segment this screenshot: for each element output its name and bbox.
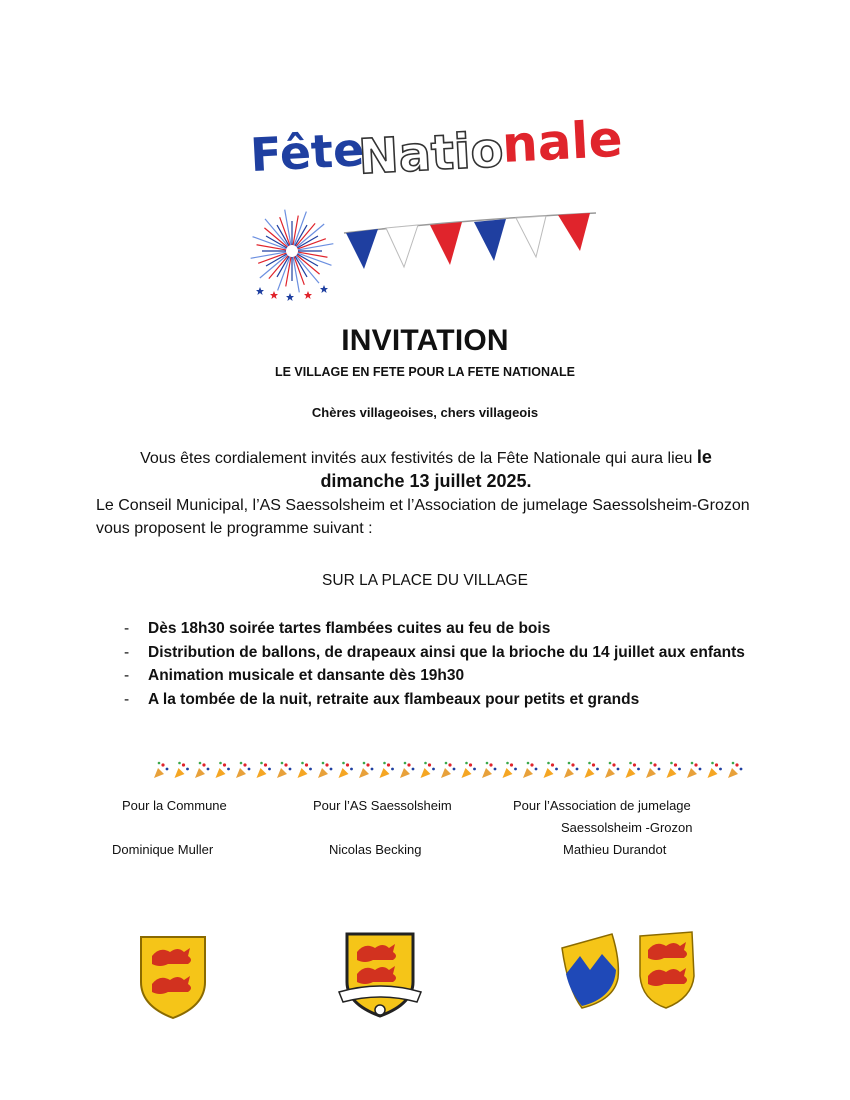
party-popper-icon	[687, 762, 701, 778]
party-popper-icon	[646, 762, 660, 778]
signature-role-commune: Pour la Commune	[122, 798, 227, 813]
commune-crest-icon	[138, 934, 208, 1020]
party-popper-icon	[216, 762, 230, 778]
party-popper-icon	[359, 762, 373, 778]
signature-role-as: Pour l’AS Saessolsheim	[313, 798, 452, 813]
party-popper-icon	[605, 762, 619, 778]
party-popper-row	[150, 760, 740, 780]
intro-line	[96, 446, 756, 494]
program-list	[120, 617, 760, 711]
party-popper-icon	[277, 762, 291, 778]
party-popper-icon	[175, 762, 189, 778]
party-popper-icon	[667, 762, 681, 778]
party-popper-icon	[523, 762, 537, 778]
party-popper-icon	[339, 762, 353, 778]
logo-word-natio: Natio	[357, 121, 505, 186]
list-item: - A la tombée de la nuit, retraite aux flambeaux pour petits et grands	[120, 688, 760, 712]
twinning-crests-icon	[558, 930, 700, 1010]
logo-word-fete: Fête	[248, 122, 366, 183]
bullet-dash: -	[124, 667, 130, 684]
party-popper-icon	[564, 762, 578, 778]
party-popper-icon	[257, 762, 271, 778]
party-popper-icon	[462, 762, 476, 778]
fete-nationale-logo	[240, 100, 624, 190]
party-popper-icon	[236, 762, 250, 778]
intro-text: Vous êtes cordialement invités aux festivités de la Fête Nationale qui aura lieu	[140, 450, 697, 467]
as-saessolsheim-crest-icon	[337, 930, 423, 1020]
list-item: - Dès 18h30 soirée tartes flambées cuites au feu de bois	[120, 617, 760, 641]
event-date: le dimanche 13 juillet 2025.	[320, 447, 712, 491]
invitation-subtitle: LE VILLAGE EN FETE POUR LA FETE NATIONALE	[274, 365, 575, 379]
bullet-dash: -	[124, 620, 130, 637]
party-popper-icon	[728, 762, 742, 778]
event-location: SUR LA PLACE DU VILLAGE	[322, 572, 528, 589]
party-popper-icon	[441, 762, 455, 778]
fireworks-icon	[250, 205, 338, 300]
logo-word-nale: nale	[500, 109, 624, 174]
party-popper-icon	[421, 762, 435, 778]
signature-role-association-line2: Saessolsheim -Grozon	[561, 820, 693, 835]
party-popper-icon	[708, 762, 722, 778]
greeting: Chères villageoises, chers villageois	[311, 405, 539, 420]
party-popper-icon	[298, 762, 312, 778]
signature-name-commune: Dominique Muller	[112, 842, 214, 857]
party-popper-icon	[195, 762, 209, 778]
intro-paragraph	[96, 446, 756, 540]
signature-name-association: Mathieu Durandot	[563, 842, 667, 857]
party-popper-icon	[544, 762, 558, 778]
party-popper-icon	[380, 762, 394, 778]
party-popper-icon	[585, 762, 599, 778]
intro-organizers: Le Conseil Municipal, l’AS Saessolsheim et l’Association de jumelage Saessolsheim-Grozon vous proposent le programme suivant :	[96, 497, 750, 537]
party-popper-icon	[154, 762, 168, 778]
party-popper-icon	[482, 762, 496, 778]
party-popper-icon	[626, 762, 640, 778]
party-popper-icon	[400, 762, 414, 778]
party-popper-icon	[503, 762, 517, 778]
bullet-dash: -	[124, 690, 130, 708]
list-item: - Distribution de ballons, de drapeaux ainsi que la brioche du 14 juillet aux enfants	[120, 641, 760, 665]
party-popper-icon	[318, 762, 332, 778]
bullet-dash: -	[124, 643, 130, 661]
bunting-flags-icon	[340, 205, 600, 285]
signature-name-as: Nicolas Becking	[329, 842, 422, 857]
invitation-title: INVITATION	[341, 324, 509, 357]
list-item: - Animation musicale et dansante dès 19h30	[120, 664, 760, 688]
signature-role-association: Pour l’Association de jumelage	[513, 798, 691, 813]
